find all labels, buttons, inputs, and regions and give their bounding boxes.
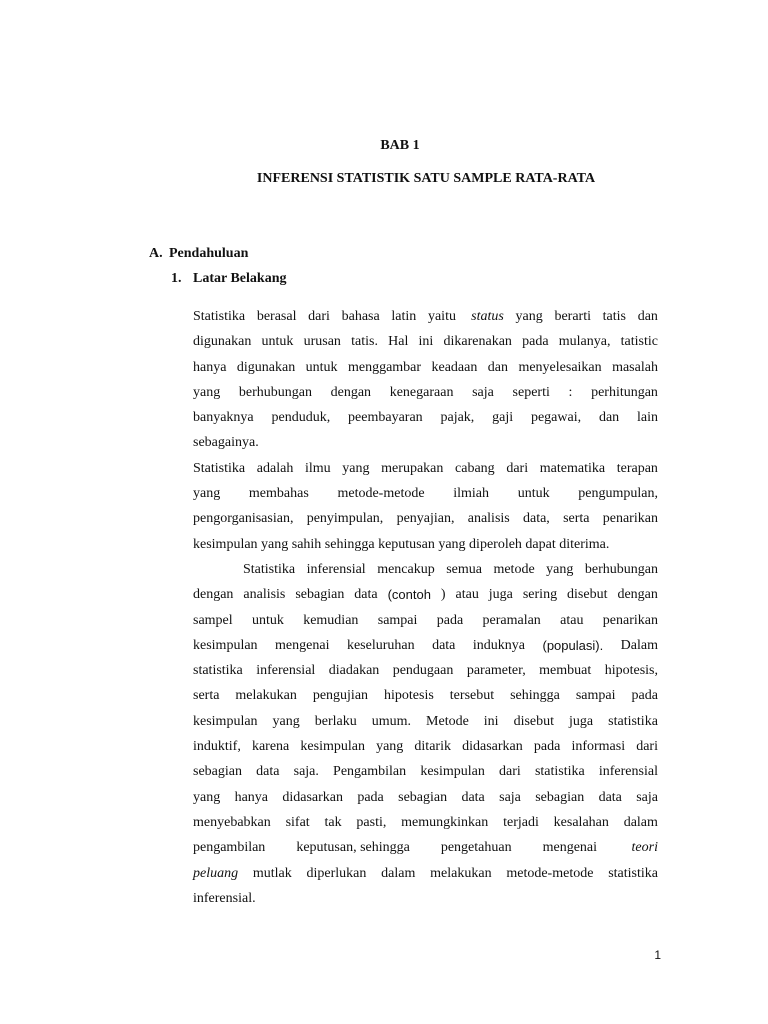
subsection-marker: 1. xyxy=(171,271,182,286)
text-run: terjadi xyxy=(503,814,539,830)
text-run: (contoh xyxy=(387,587,431,603)
text-run: pengambilan xyxy=(193,840,266,856)
text-run: sifat xyxy=(285,814,310,830)
text-run: ditarik xyxy=(414,739,451,755)
text-run: statistika xyxy=(608,713,658,729)
text-run: dengan xyxy=(330,384,372,400)
text-run: dan xyxy=(598,410,620,426)
text-run: kenegaraan xyxy=(389,384,454,400)
text-run: mengenai xyxy=(275,637,330,653)
chapter-heading: BAB 1 xyxy=(380,138,420,153)
text-run: inferensial xyxy=(256,663,316,679)
text-run: statistika xyxy=(534,764,585,780)
text-run: penarikan xyxy=(602,612,658,628)
text-line xyxy=(193,557,658,582)
text-run: didasarkan xyxy=(282,789,343,805)
text-run: merupakan xyxy=(381,460,444,476)
text-run: tatistic xyxy=(620,334,658,350)
text-run: pada xyxy=(436,612,464,628)
text-run: hipotesis xyxy=(384,688,434,704)
section-marker: A. xyxy=(149,246,163,261)
text-run: dari xyxy=(499,764,521,780)
text-run: pada xyxy=(522,334,549,350)
text-line xyxy=(193,304,658,329)
text-run: analisis xyxy=(467,511,510,527)
text-run: ini xyxy=(483,713,499,729)
text-run: pengorganisasian, xyxy=(193,511,294,527)
text-run: keputusan, sehingga xyxy=(296,840,410,856)
text-run: mutlak xyxy=(252,865,292,881)
italic-term: peluang xyxy=(193,865,239,881)
text-run: hanya xyxy=(234,789,268,805)
text-line xyxy=(193,709,658,734)
text-run: data xyxy=(461,789,485,805)
text-run: yang xyxy=(342,460,370,476)
text-run: dan xyxy=(637,309,658,324)
text-run: sebagian xyxy=(535,789,585,805)
text-run: dari xyxy=(308,309,330,324)
text-run: Statistika xyxy=(243,561,296,577)
text-run: statistika xyxy=(608,865,658,881)
text-line xyxy=(193,810,658,835)
text-run: sampai xyxy=(377,612,418,628)
text-run: Metode xyxy=(426,713,469,729)
text-run: data xyxy=(432,637,456,653)
text-run: juga xyxy=(569,713,594,729)
text-run: metode-metode xyxy=(506,865,594,881)
text-run: tatis xyxy=(602,309,626,324)
text-run: berhubungan xyxy=(584,561,658,577)
text-run: inferensial. xyxy=(193,890,256,906)
text-run: hipotesis, xyxy=(604,663,658,679)
text-line xyxy=(193,405,658,430)
text-run: sebagainya. xyxy=(193,435,259,451)
text-line xyxy=(193,456,658,481)
text-run: mengenai xyxy=(542,840,601,856)
text-line xyxy=(193,683,658,708)
text-run: saja. xyxy=(293,764,319,780)
text-run: (populasi). xyxy=(542,637,604,653)
text-run: sampai xyxy=(575,688,616,704)
text-run: latin xyxy=(391,309,417,324)
text-run: yang xyxy=(272,713,300,729)
text-run: sebagian xyxy=(295,587,345,603)
text-run: menyebabkan xyxy=(193,814,271,830)
text-run: banyaknya xyxy=(193,410,254,426)
text-run: induknya xyxy=(472,637,525,653)
text-run: berlaku xyxy=(314,713,357,729)
text-run: ilmiah xyxy=(453,486,490,502)
text-run: urusan xyxy=(303,334,341,350)
text-run: lain xyxy=(637,410,658,426)
text-line xyxy=(193,506,658,531)
text-run: yang xyxy=(546,561,574,577)
text-run: data xyxy=(354,587,378,603)
text-run: metode xyxy=(493,561,535,577)
text-run: juga xyxy=(488,587,513,603)
text-run: ini xyxy=(418,334,434,350)
text-run: saja xyxy=(499,789,521,805)
text-run: yang xyxy=(376,739,404,755)
text-line xyxy=(193,329,658,354)
text-line xyxy=(193,835,658,860)
text-run: hanya xyxy=(193,359,227,375)
text-run: yaitu xyxy=(427,309,460,324)
text-run: data, xyxy=(522,511,550,527)
text-run: kesimpulan xyxy=(193,713,258,729)
text-run: Pengambilan xyxy=(333,764,407,780)
text-line xyxy=(193,430,658,455)
text-run: melakukan xyxy=(235,688,297,704)
italic-term: teori xyxy=(631,840,658,856)
text-run: tersebut xyxy=(449,688,495,704)
text-run: terapan xyxy=(616,460,658,476)
text-run: Statistika xyxy=(193,309,246,324)
text-run: menggambar xyxy=(347,359,422,375)
chapter-title: INFERENSI STATISTIK SATU SAMPLE RATA-RATA xyxy=(256,171,596,186)
text-run: penyimpulan, xyxy=(306,511,384,527)
text-run: yang xyxy=(193,384,221,400)
text-run: diperlukan xyxy=(306,865,367,881)
text-run: pajak, xyxy=(440,410,475,426)
text-run: serta xyxy=(563,511,590,527)
paragraph-statistika-asal xyxy=(193,304,658,456)
text-run: yang xyxy=(193,486,221,502)
text-run: kemudian xyxy=(303,612,359,628)
text-run: kesalahan xyxy=(553,814,609,830)
text-run: pegawai, xyxy=(530,410,582,426)
text-run: dan xyxy=(487,359,509,375)
text-run: dikarenakan xyxy=(443,334,512,350)
text-run: karena xyxy=(251,739,290,755)
text-run: disebut xyxy=(513,713,555,729)
text-run: pada xyxy=(533,739,561,755)
text-run: penarikan xyxy=(602,511,658,527)
text-run: tatis. xyxy=(351,334,378,350)
text-run: menyelesaikan xyxy=(518,359,602,375)
text-run: diadakan xyxy=(328,663,380,679)
text-run: : xyxy=(568,384,573,400)
text-run: kesimpulan xyxy=(300,739,365,755)
text-run: yang xyxy=(193,789,221,805)
body-text xyxy=(193,304,658,911)
text-run: kesimpulan yang sahih sehingga keputusan yang diperoleh dapat diterima. xyxy=(193,536,610,552)
text-run: dengan xyxy=(617,587,658,603)
text-run: untuk xyxy=(517,486,550,502)
text-run: inferensial xyxy=(598,764,658,780)
text-run: induktif, xyxy=(193,739,241,755)
text-run: data xyxy=(598,789,622,805)
section-heading xyxy=(149,245,248,263)
text-run: berarti xyxy=(554,309,591,324)
text-run: sering xyxy=(522,587,558,603)
text-run: metode-metode xyxy=(337,486,425,502)
text-run: pengumpulan, xyxy=(578,486,658,502)
text-run: adalah xyxy=(256,460,294,476)
text-run: seperti xyxy=(512,384,550,400)
text-line xyxy=(193,734,658,759)
text-run: saja xyxy=(636,789,658,805)
text-run: sampel xyxy=(193,612,233,628)
text-run: masalah xyxy=(612,359,658,375)
text-run: ilmu xyxy=(304,460,331,476)
text-line xyxy=(193,532,658,557)
section-title: Pendahuluan xyxy=(169,246,249,261)
text-run: mulanya, xyxy=(558,334,611,350)
text-run: penyajian, xyxy=(396,511,455,527)
text-run: sehingga xyxy=(510,688,560,704)
text-run: dalam xyxy=(381,865,416,881)
text-line xyxy=(193,886,658,911)
text-line xyxy=(193,658,658,683)
text-run: Hal xyxy=(388,334,409,350)
text-run: keseluruhan xyxy=(346,637,415,653)
text-run: pendugaan xyxy=(392,663,454,679)
text-line xyxy=(193,608,658,633)
text-run: didasarkan xyxy=(462,739,523,755)
text-run: umum. xyxy=(371,713,412,729)
text-run: disebut xyxy=(567,587,608,603)
text-run: membuat xyxy=(539,663,592,679)
text-run: untuk xyxy=(251,612,284,628)
text-run: tak xyxy=(324,814,342,830)
text-run: kesimpulan xyxy=(420,764,485,780)
text-run: berhubungan xyxy=(238,384,312,400)
text-run: matematika xyxy=(539,460,606,476)
text-run: dengan xyxy=(193,587,234,603)
subsection-heading xyxy=(171,270,286,288)
text-run: sebagian xyxy=(398,789,448,805)
text-run: pada xyxy=(357,789,384,805)
text-run: analisis xyxy=(243,587,286,603)
text-run: Statistika xyxy=(193,460,246,476)
text-run: berasal xyxy=(256,309,297,324)
text-run: ) xyxy=(440,587,446,603)
text-run: atau xyxy=(455,587,479,603)
text-run: pengujian xyxy=(312,688,369,704)
text-run: membahas xyxy=(248,486,309,502)
text-run: dalam xyxy=(623,814,658,830)
text-run: penduduk, xyxy=(271,410,331,426)
text-run: dari xyxy=(506,460,529,476)
text-run: atau xyxy=(560,612,584,628)
text-run: gaji xyxy=(492,410,514,426)
text-run: mencakup xyxy=(377,561,435,577)
text-run: yang xyxy=(515,309,543,324)
text-run: statistika xyxy=(193,663,243,679)
italic-term: status xyxy=(471,309,504,324)
text-run: pasti, xyxy=(356,814,387,830)
text-run: digunakan xyxy=(193,334,252,350)
text-run: untuk xyxy=(305,359,338,375)
text-run: saja xyxy=(472,384,494,400)
text-run: peembayaran xyxy=(348,410,423,426)
text-run: perhitungan xyxy=(591,384,658,400)
paragraph-statistika-inferensial xyxy=(193,557,658,911)
page-number: 1 xyxy=(654,948,661,962)
text-run: peramalan xyxy=(482,612,541,628)
text-run: semua xyxy=(446,561,482,577)
text-run: digunakan xyxy=(236,359,296,375)
text-run: kesimpulan xyxy=(193,637,258,653)
text-run: untuk xyxy=(261,334,294,350)
text-run: bahasa xyxy=(341,309,380,324)
text-run: dari xyxy=(636,739,658,755)
text-run: pada xyxy=(631,688,658,704)
text-line xyxy=(193,785,658,810)
text-line xyxy=(193,355,658,380)
text-line xyxy=(193,582,658,607)
text-run: cabang xyxy=(455,460,495,476)
paragraph-statistika-ilmu xyxy=(193,456,658,557)
text-run: serta xyxy=(193,688,220,704)
subsection-title: Latar Belakang xyxy=(193,271,287,286)
text-run: informasi xyxy=(571,739,626,755)
text-line xyxy=(193,861,658,886)
text-line xyxy=(193,481,658,506)
text-run: keadaan xyxy=(431,359,478,375)
text-line xyxy=(193,380,658,405)
text-run: pengetahuan xyxy=(440,840,512,856)
text-line xyxy=(193,759,658,784)
text-line xyxy=(193,633,658,658)
text-run: memungkinkan xyxy=(401,814,489,830)
text-run: Dalam xyxy=(620,637,658,653)
text-run: inferensial xyxy=(306,561,366,577)
text-run: parameter, xyxy=(466,663,526,679)
text-run: melakukan xyxy=(430,865,492,881)
text-run: sebagian xyxy=(193,764,242,780)
text-run: data xyxy=(256,764,280,780)
